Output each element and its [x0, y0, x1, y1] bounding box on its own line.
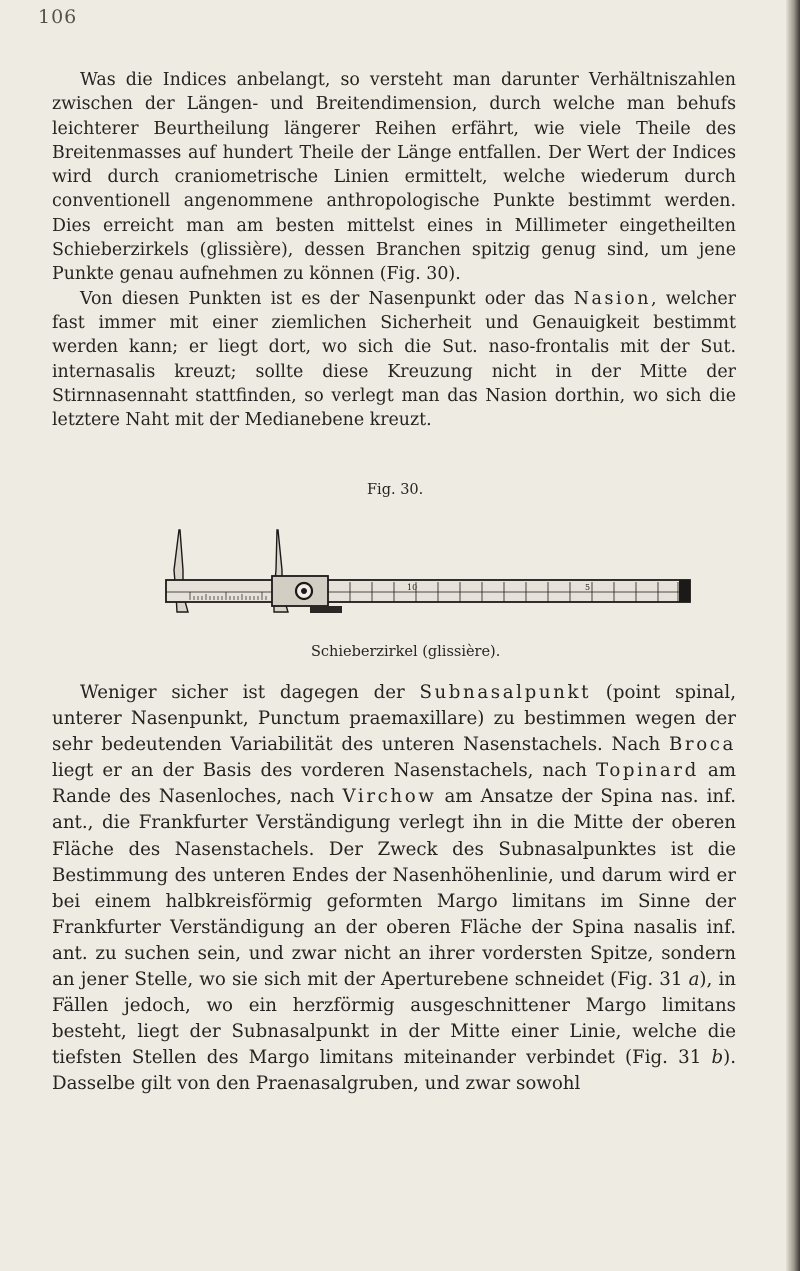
figure-ref-a: a [688, 969, 700, 991]
text-run: am Rande des Nasenloches, nach [52, 760, 736, 808]
author-virchow: Virchow [342, 786, 437, 808]
caliper-drawing [166, 530, 690, 613]
text-run: ), in Fällen jedoch, wo ein herzförmig ausgeschnittener Margo limitans besteht, liegt der Subnasalpunkt in der Mitte einer Linie, welche die tiefsten Stellen des Margo limitans miteinander verbindet (Fig. 31 [52, 969, 736, 1069]
paragraph-subnasalpunkt [52, 680, 736, 1098]
text-run: am Ansatze der Spina nas. inf. ant., die Frankfurter Verständigung verlegt ihn in die Mitte der oberen Fläche des Nasenstachels. Der Zweck des Subnasalpunktes ist die Bestimmung des unteren Endes der Nasenhöhenlinie, und darum wird er bei einem halbkreisförmig geformten Margo limitans im Sinne der Frankfurter Verständigung an der oberen Fläche der Spina nasalis inf. ant. zu suchen sein, und zwar nicht an ihrer vordersten Spitze, sondern an jener Stelle, wo sie sich mit der Aperturebene schneidet (Fig. 31 [52, 786, 736, 991]
author-topinard: Topinard [596, 760, 699, 782]
author-broca: Broca [668, 734, 736, 756]
figure-label: Fig. 30. [367, 482, 424, 498]
figure-caption: Schieberzirkel (glissière). [311, 644, 501, 660]
paragraph-indices: Was die Indices anbelangt, so versteht man darunter Verhältniszahlen zwischen der Längen- und Breitendimension, durch welche man behufs leichterer Beurtheilung längerer Reihen erfährt, wie viele Theile des Breitenmasses auf hundert Theile der Länge entfallen. Der Wert der Indices wird durch craniometrische Linien ermittelt, welche wiederum durch conventionell angenommene anthropologische Punkte bestimmt werden. Dies erreicht man am besten mittelst eines in Millimeter eingetheilten Schieberzirkels (glissière), dessen Branchen spitzig genug sind, um jene Punkte genau aufnehmen zu können (Fig. 30). [52, 70, 736, 285]
text-run: Weniger sicher ist dagegen der [80, 682, 420, 703]
page-number: 106 [38, 6, 78, 28]
scale-mark-5: 5 [585, 583, 591, 592]
text-run: Von diesen Punkten ist es der Nasenpunkt oder das [80, 288, 574, 309]
text-block-top [52, 68, 736, 432]
paragraph-nasion [52, 287, 736, 433]
scale-mark-10: 10 [407, 583, 418, 592]
text-run: liegt er an der Basis des vorderen Nasenstachels, nach [52, 760, 597, 782]
spaced-term-subnasalpunkt: Subnasalpunkt [419, 682, 592, 703]
figure-ref-b: b [711, 1047, 724, 1069]
text-run: (point spinal, unterer Nasenpunkt, Punctum praemaxillare) zu bestimmen wegen der sehr bedeutenden Variabilität des unteren Nasenstachels. Nach [52, 682, 736, 756]
text-run: ). Dasselbe gilt von den Praenasalgruben, und zwar sowohl [52, 1047, 736, 1095]
caliper-illustration [160, 520, 700, 630]
spaced-term-nasion: Nasion [573, 288, 652, 309]
text-block-bottom [52, 680, 736, 1098]
text-run: , welcher fast immer mit einer ziemlichen Sicherheit und Genauigkeit bestimmt werden kann; er liegt dort, wo sich die Sut. naso-frontalis mit der Sut. internasalis kreuzt; sollte diese Kreuzung nicht in der Mitte der Stirnnasennaht stattfinden, so verlegt man das Nasion dorthin, wo sich die letztere Naht mit der Medianebene kreuzt. [52, 288, 736, 431]
page-edge-shadow [786, 0, 800, 1271]
